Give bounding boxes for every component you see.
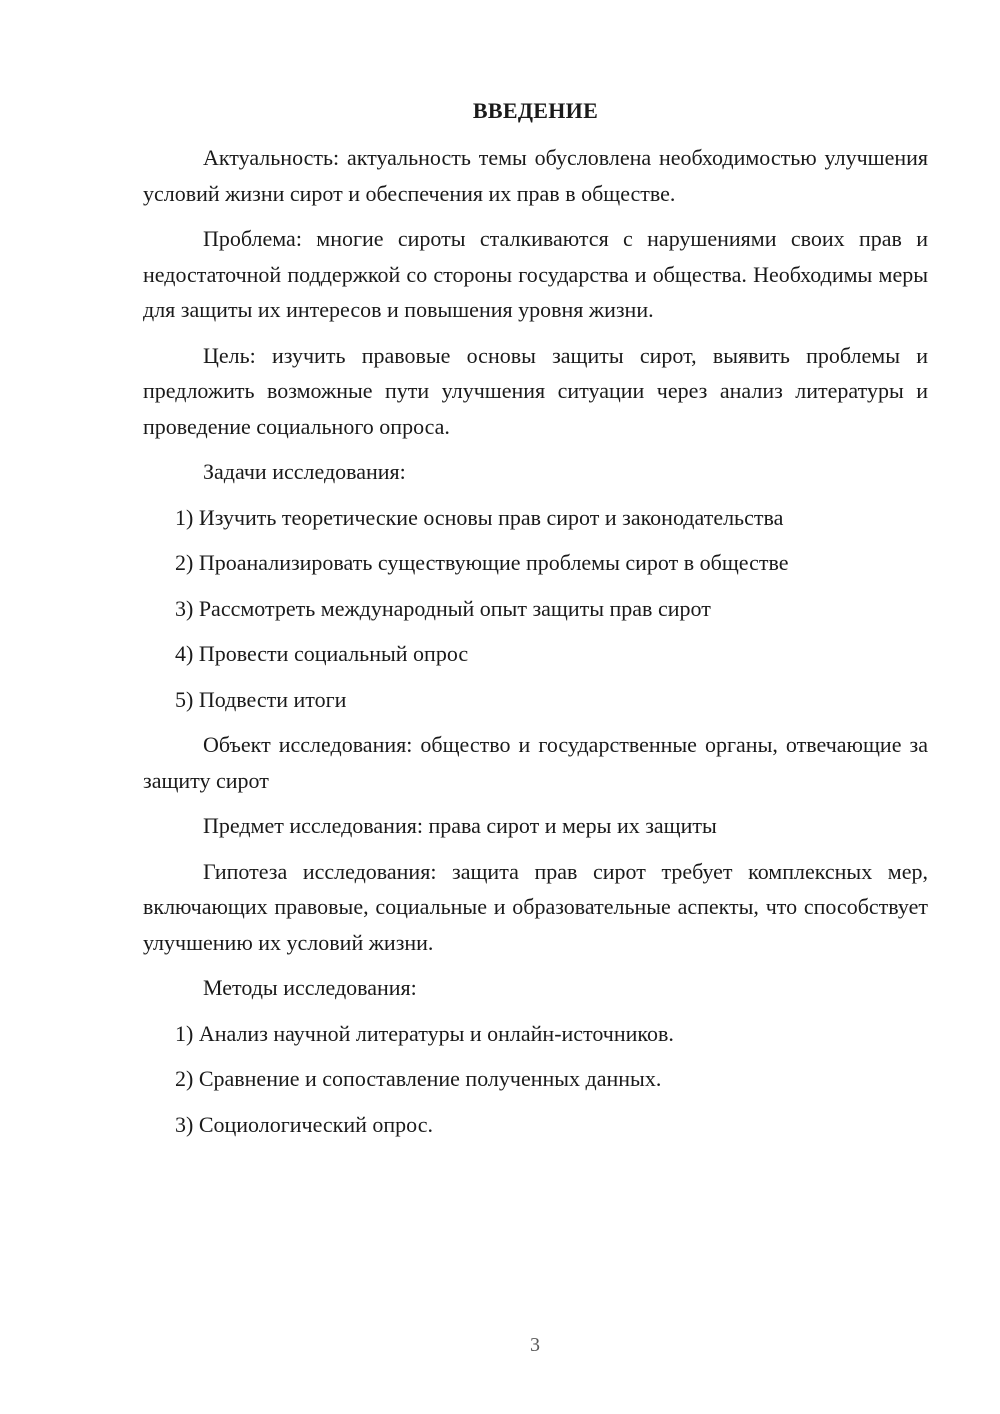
task-item: 3) Рассмотреть международный опыт защиты прав сирот — [175, 595, 711, 621]
method-item: 3) Социологический опрос. — [175, 1111, 433, 1137]
method-item: 2) Сравнение и сопоставление полученных данных. — [175, 1066, 662, 1091]
goal-paragraph: Цель: изучить правовые основы защиты сирот, выявить проблемы и предложить возможные пути улучшения ситуации через анализ литературы и проведение социального опроса. — [143, 342, 928, 439]
document-body — [143, 94, 928, 1152]
task-item: 5) Подвести итоги — [175, 686, 347, 712]
task-item: 1) Изучить теоретические основы прав сирот и законодательства — [175, 504, 784, 530]
methods-heading: Методы исследования: — [203, 975, 417, 1000]
page-title: ВВЕДЕНИЕ — [472, 98, 599, 123]
page-number: 3 — [530, 1334, 540, 1356]
tasks-list — [143, 500, 928, 718]
method-item: 1) Анализ научной литературы и онлайн-источников. — [175, 1020, 674, 1046]
task-item: 4) Провести социальный опрос — [175, 641, 469, 666]
task-item: 2) Проанализировать существующие проблемы сирот в обществе — [175, 550, 789, 575]
hypothesis-paragraph: Гипотеза исследования: защита прав сирот требует комплексных мер, включающих правовые, социальные и образовательные аспекты, что способствует улучшению их условий жизни. — [143, 858, 928, 955]
relevance-paragraph: Актуальность: актуальность темы обусловлена необходимостью улучшения условий жизни сирот и обеспечения их прав в обществе. — [143, 145, 928, 206]
tasks-heading: Задачи исследования: — [203, 459, 406, 484]
subject-paragraph: Предмет исследования: права сирот и меры их защиты — [203, 813, 717, 838]
problem-paragraph: Проблема: многие сироты сталкиваются с нарушениями своих прав и недостаточной поддержкой со стороны государства и общества. Необходимы меры для защиты их интересов и повышения уровня жизни. — [143, 226, 928, 322]
object-paragraph: Объект исследования: общество и государственные органы, отвечающие за защиту сирот — [143, 732, 928, 793]
methods-list — [143, 1016, 928, 1143]
